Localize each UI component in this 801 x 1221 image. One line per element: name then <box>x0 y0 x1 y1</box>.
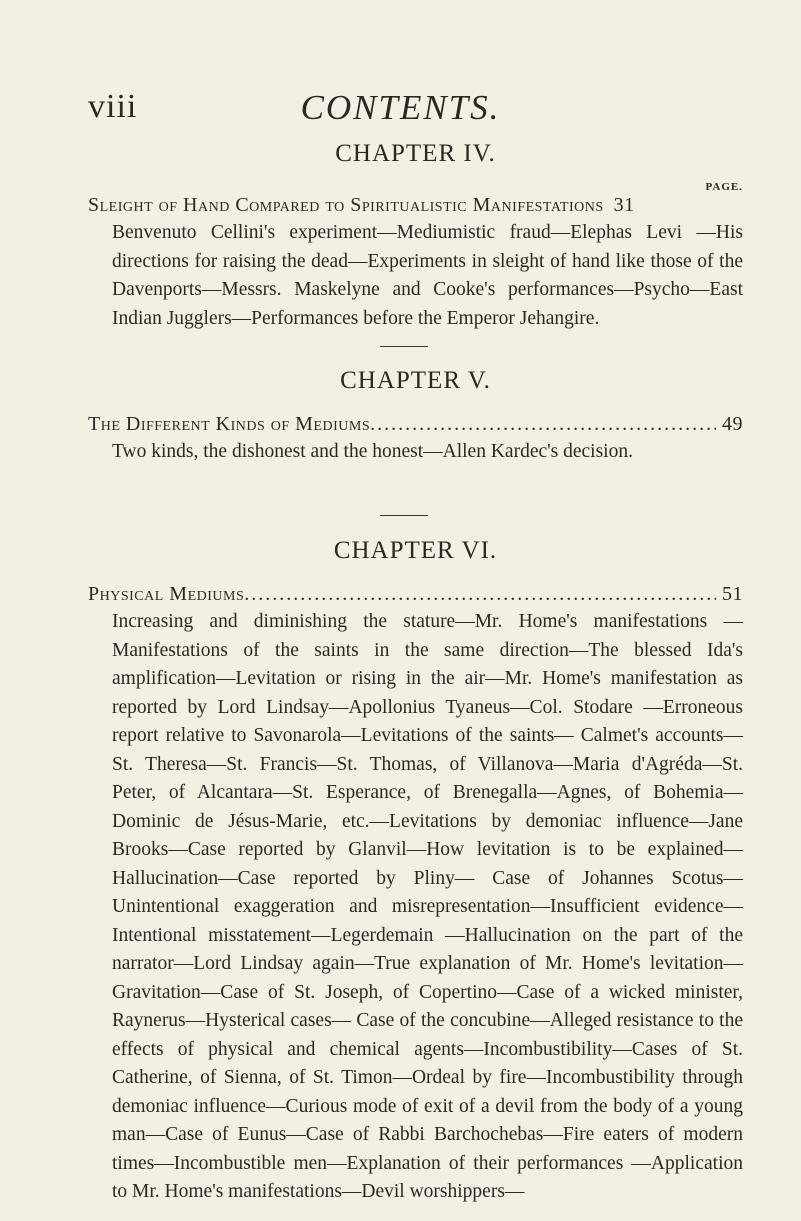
running-head <box>88 88 713 128</box>
chapter-summary: Two kinds, the dishonest and the honest—Allen Kardec's decision. <box>112 441 633 462</box>
chapter-v <box>88 367 743 467</box>
chapter-iv <box>88 140 743 333</box>
chapter-summary: Increasing and diminishing the stature—Mr. Home's manifestations —Manifestations of the saints in the same direction—The blessed Ida's amplification—Levitation or rising in the air—Mr. Home's manifestation as reported by Lord Lindsay—Apollonius Tyaneus—Col. Stodare —Erroneous report relative to Savonarola—Levitations of the saints— Calmet's accounts—St. Theresa—St. Francis—St. Thomas, of Villanova—Maria d'Agréda—St. Peter, of Alcantara—St. Esperance, of Brenegalla—Agnes, of Bohemia—Dominic de Jésus-Marie, etc.—Levitations by demoniac influence—Jane Brooks—Case reported by Glanvil—How levitation is to be explained—Hallucination—Case reported by Pliny— Case of Johannes Scotus—Unintentional exaggeration and misrepresentation—Insufficient evidence—Intentional misstatement—Legerdemain —Hallucination on the part of the narrator—Lord Lindsay again—True explanation of Mr. Home's levitation—Gravitation—Case of St. Joseph, of Copertino—Case of a wicked minister, Raynerus—Hysterical cases— Case of the concubine—Alleged resistance to the effects of physical and chemical agents—Incombustibility—Cases of St. Catherine, of Sienna, of St. Timon—Ordeal by fire—Incombustibility through demoniac influence—Curious mode of exit of a devil from the body of a young man—Case of Eunus—Case of Rabbi Barchochebas—Fire eaters of modern times—Incombustible men—Explanation of their performances —Application to Mr. Home's manifestations—Devil worshippers— <box>112 611 743 1202</box>
page-column-label: PAGE. <box>705 181 743 193</box>
chapter-page: 49 <box>722 413 743 435</box>
chapter-page: 51 <box>722 583 743 605</box>
dot-leader <box>244 583 716 606</box>
chapter-title: The Different Kinds of Mediums <box>88 413 371 435</box>
dot-leader <box>370 413 716 436</box>
running-title: CONTENTS. <box>300 88 501 127</box>
chapter-title: Physical Mediums <box>88 583 245 605</box>
chapter-heading: CHAPTER V. <box>340 367 491 394</box>
chapter-heading: CHAPTER VI. <box>333 537 498 564</box>
toc-entry[interactable] <box>88 194 743 217</box>
chapter-vi <box>88 537 743 1207</box>
divider-rule <box>380 346 428 347</box>
toc-entry[interactable] <box>88 583 743 606</box>
chapter-page: 31 <box>613 194 635 216</box>
divider-rule <box>380 515 428 516</box>
chapter-heading: CHAPTER IV. <box>335 140 496 167</box>
toc-entry[interactable] <box>88 413 743 436</box>
page-number: viii <box>88 88 138 125</box>
chapter-title: Sleight of Hand Compared to Spiritualistic Manifestations <box>88 194 604 216</box>
chapter-summary: Benvenuto Cellini's experiment—Mediumistic fraud—Elephas Levi —His directions for raising the dead—Experiments in sleight of hand like those of the Davenports—Messrs. Maskelyne and Cooke's performances—Psycho—East Indian Jugglers—Performances before the Emperor Jehangire. <box>112 222 743 329</box>
